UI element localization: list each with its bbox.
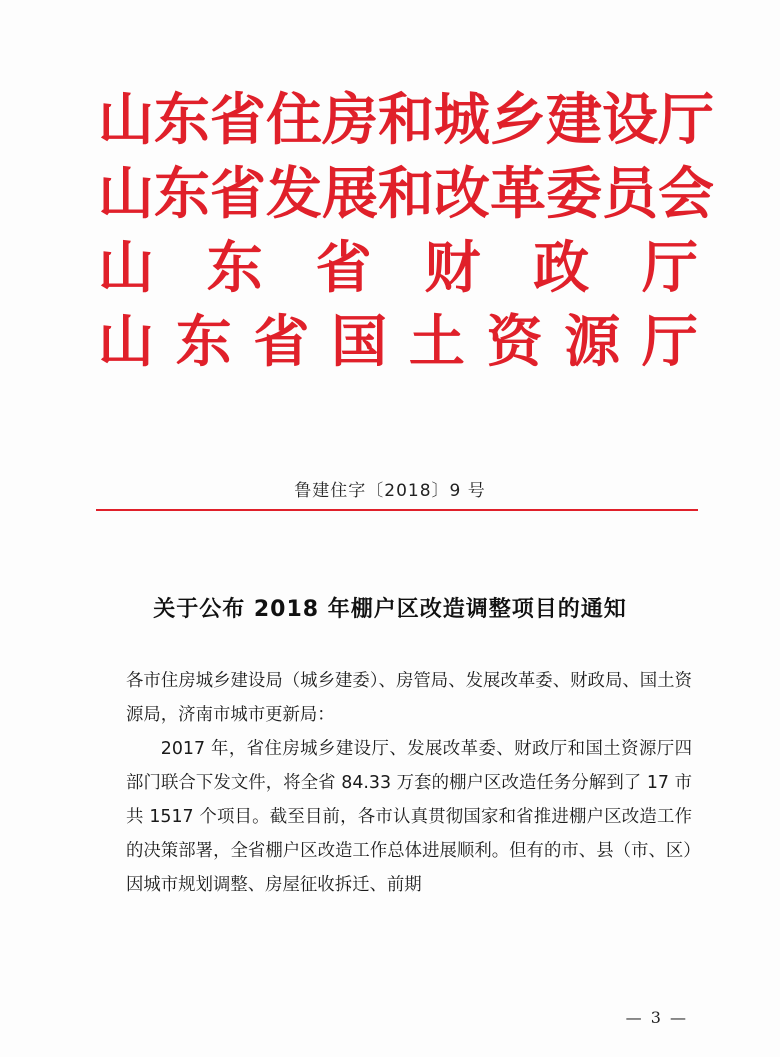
issuer-finance-department: 山 东 省 财 政 厅 xyxy=(98,236,698,301)
letterhead-issuers xyxy=(98,84,714,380)
letterhead-divider xyxy=(96,509,698,511)
salutation: 各市住房城乡建设局（城乡建委）、房管局、发展改革委、财政局、国土资源局，济南市城市更新局： xyxy=(126,671,692,725)
body-paragraph-1: 2017 年，省住房城乡建设厅、发展改革委、财政厅和国土资源厅四部门联合下发文件，将全省 84.33 万套的棚户区改造任务分解到了 17 市共 1517 个项目。截至目前，各市认真贯彻国家和省推进棚户区改造工作的决策部署，全省棚户区改造工作总体进展顺利。但有的市、县（市、区）因城市规划调整、房屋征收拆迁、前期 xyxy=(126,739,692,895)
page-number: — 3 — xyxy=(625,1008,688,1027)
notice-title: 关于公布 2018 年棚户区改造调整项目的通知 xyxy=(153,597,627,622)
issuer-development-reform-commission: 山 东 省 发 展 和 改 革 委 员 会 xyxy=(98,162,714,227)
document-number: 鲁建住字〔2018〕9 号 xyxy=(294,481,486,501)
issuer-housing-department: 山 东 省 住 房 和 城 乡 建 设 厅 xyxy=(98,88,714,153)
issuer-land-resources-department: 山 东 省 国 土 资 源 厅 xyxy=(98,310,698,375)
notice-body xyxy=(126,664,692,902)
